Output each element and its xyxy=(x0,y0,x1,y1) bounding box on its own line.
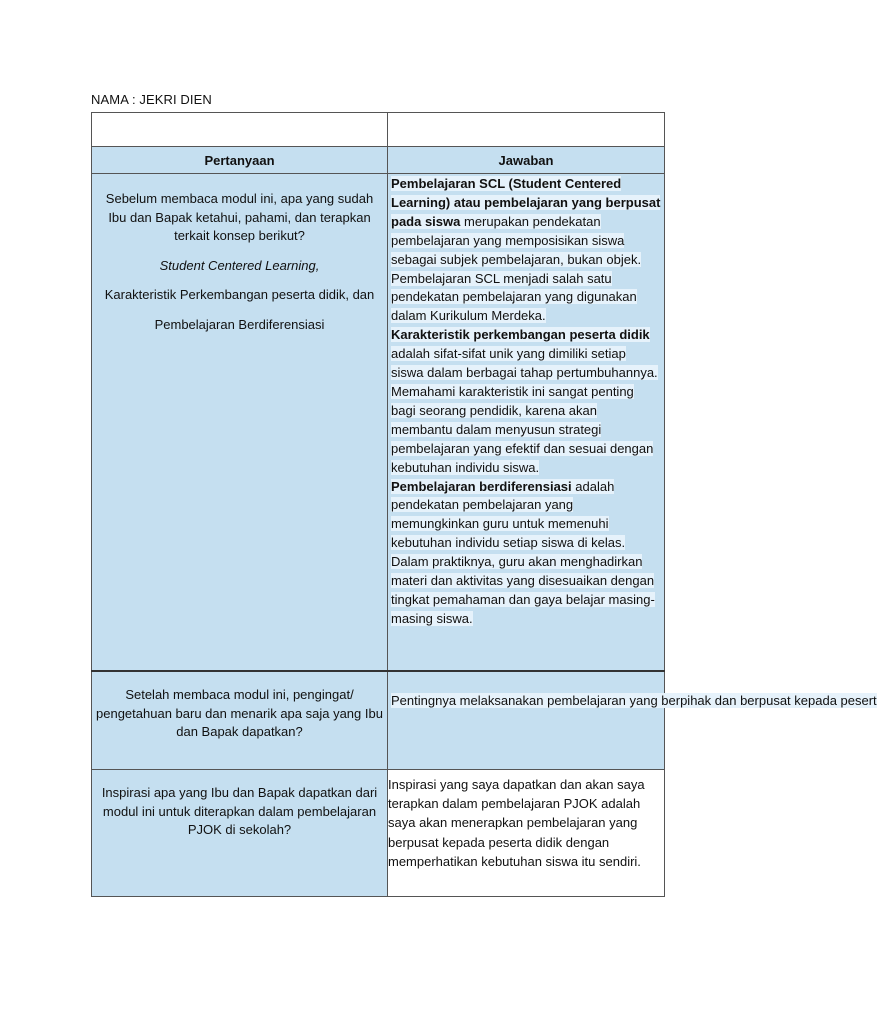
answer-2-text: Pentingnya melaksanakan pembelajaran yang berpihak dan berpusat kepada pesert xyxy=(391,693,877,708)
question-answer-table xyxy=(91,112,877,897)
answer-1-berdiferensiasi-heading: Pembelajaran berdiferensiasi xyxy=(391,478,572,494)
empty-top-row xyxy=(92,113,665,147)
question-cell-1 xyxy=(92,174,388,672)
header-pertanyaan: Pertanyaan xyxy=(92,147,388,174)
answer-cell-2 xyxy=(388,671,877,770)
answer-cell-3 xyxy=(388,770,665,897)
question-3-text: Inspirasi apa yang Ibu dan Bapak dapatkan dari modul ini untuk diterapkan dalam pembelajaran PJOK di sekolah? xyxy=(101,785,378,837)
answer-1-berdiferensiasi-body: adalah pendekatan pembelajaran yang memungkinkan guru untuk memenuhi kebutuhan individu setiap siswa di kelas. Dalam praktiknya, guru akan menghadirkan materi dan aktivitas yang disesuaikan dengan tingkat pemahaman dan gaya belajar masing-masing siswa. xyxy=(391,478,655,626)
answer-cell-1 xyxy=(388,174,665,672)
answer-3-text: Inspirasi yang saya dapatkan dan akan saya terapkan dalam pembelajaran PJOK adalah saya akan menerapkan pembelajaran yang berpusat kepada peserta didik dengan memperhatikan kebutuhan siswa itu sendiri. xyxy=(388,777,645,869)
student-name-line: NAMA : JEKRI DIEN xyxy=(91,92,212,107)
question-cell-3 xyxy=(92,770,388,897)
table-row xyxy=(92,770,665,897)
question-cell-2 xyxy=(92,671,388,770)
table-row xyxy=(92,671,665,770)
answer-1-scl-body: merupakan pendekatan pembelajaran yang memposisikan siswa sebagai subjek pembelajaran, bukan objek. Pembelajaran SCL menjadi salah satu pendekatan pembelajaran yang digunakan dalam Kurikulum Merdeka. xyxy=(391,213,642,324)
header-jawaban: Jawaban xyxy=(388,147,665,174)
concept-scl: Student Centered Learning, xyxy=(159,257,320,273)
header-row xyxy=(92,147,665,174)
table-row xyxy=(92,174,665,672)
concept-berdiferensiasi: Pembelajaran Berdiferensiasi xyxy=(154,316,325,332)
answer-1-scl-heading: Pembelajaran SCL (Student Centered Learning) atau pembelajaran yang berpusat pada siswa xyxy=(391,176,661,229)
answer-1-karakteristik-body: adalah sifat-sifat unik yang dimiliki setiap siswa dalam berbagai tahap pertumbuhannya. Memahami karakteristik ini sangat penting bagi seorang pendidik, karena akan membantu dalam menyusun strategi pembelajaran yang efektif dan sesuai dengan kebutuhan individu siswa. xyxy=(391,346,658,475)
concept-karakteristik: Karakteristik Perkembangan peserta didik, dan xyxy=(104,287,375,302)
empty-cell-right xyxy=(388,113,665,147)
answer-1-karakteristik-heading: Karakteristik perkembangan peserta didik xyxy=(391,327,650,343)
question-2-text: Setelah membaca modul ini, pengingat/ pengetahuan baru dan menarik apa saja yang Ibu dan Bapak dapatkan? xyxy=(96,687,383,739)
question-1-text: Sebelum membaca modul ini, apa yang sudah Ibu dan Bapak ketahui, pahami, dan terapkan terkait konsep berikut? xyxy=(105,191,374,243)
empty-cell-left xyxy=(92,113,388,147)
